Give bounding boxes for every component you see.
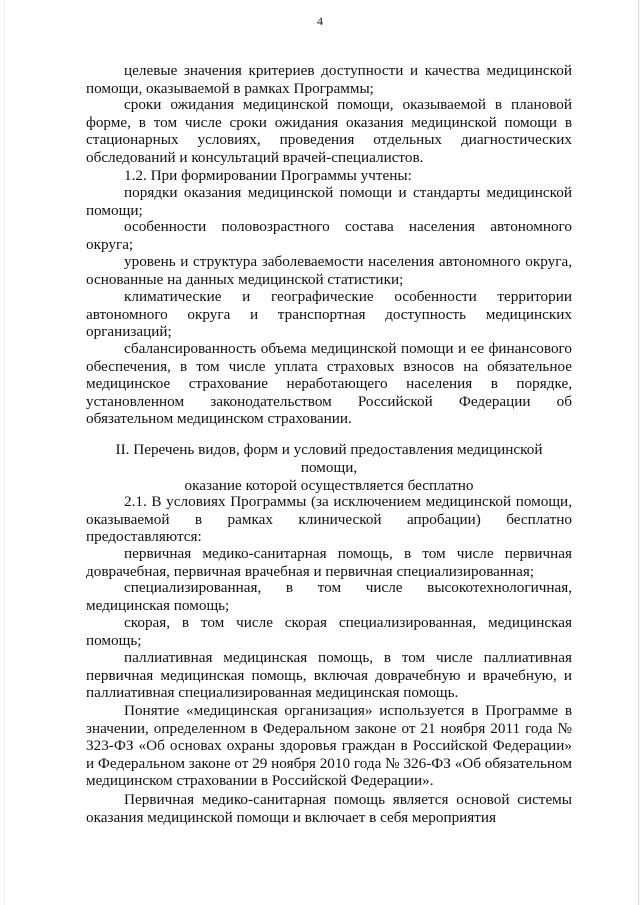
paragraph: порядки оказания медицинской помощи и стандарты медицинской помощи; bbox=[86, 184, 572, 219]
paragraph: уровень и структура заболеваемости населения автономного округа, основанные на данных медицинской статистики; bbox=[86, 253, 572, 288]
paragraph: 2.1. В условиях Программы (за исключением медицинской помощи, оказываемой в рамках клинической апробации) бесплатно предоставляются: bbox=[86, 493, 572, 546]
paragraph: климатические и географические особенности территории автономного округа и транспортная доступность медицинских организаций; bbox=[86, 288, 572, 341]
paragraph: специализированная, в том числе высокотехнологичная, медицинская помощь; bbox=[86, 579, 572, 614]
paragraph: особенности половозрастного состава населения автономного округа; bbox=[86, 218, 572, 253]
page-number: 4 bbox=[317, 14, 323, 28]
paragraph: первичная медико-санитарная помощь, в том числе первичная доврачебная, первичная врачебная и первичная специализированная; bbox=[86, 545, 572, 580]
paragraph: скорая, в том числе скорая специализированная, медицинская помощь; bbox=[86, 614, 572, 649]
scan-edge-left bbox=[4, 0, 5, 905]
paragraph: 1.2. При формировании Программы учтены: bbox=[124, 167, 412, 184]
paragraph: Первичная медико-санитарная помощь является основой системы оказания медицинской помощи и включает в себя мероприятия bbox=[86, 791, 572, 826]
paragraph: целевые значения критериев доступности и качества медицинской помощи, оказываемой в рамках Программы; bbox=[86, 62, 572, 97]
paragraph: сбалансированность объема медицинской помощи и ее финансового обеспечения, в том числе уплата страховых взносов на обязательное медицинское страхование неработающего населения в порядке, установленном законодательством Российской Федерации об обязательном медицинском страховании. bbox=[86, 340, 572, 428]
scan-edge-right bbox=[638, 0, 639, 905]
section-heading-line-1: II. Перечень видов, форм и условий предоставления медицинской помощи, bbox=[115, 441, 543, 476]
paragraph: паллиативная медицинская помощь, в том числе паллиативная первичная медицинская помощь, включая доврачебную и врачебную, и паллиативная специализированная медицинская помощь. bbox=[86, 649, 572, 702]
paragraph: сроки ожидания медицинской помощи, оказываемой в плановой форме, в том числе сроки ожидания оказания медицинской помощи в стационарных условиях, проведения отдельных диагностических обследований и консультаций врачей-специалистов. bbox=[86, 96, 572, 166]
section-heading-line-2: оказание которой осуществляется бесплатно bbox=[184, 477, 474, 494]
paragraph: Понятие «медицинская организация» используется в Программе в значении, определенном в Федеральном законе от 21 ноября 2011 года № 323-ФЗ «Об основах охраны здоровья граждан в Российской Федерации» и Федеральном законе от 29 ноября 2010 года № 326-ФЗ «Об обязательном медицинском страховании в Российской Федерации». bbox=[86, 702, 572, 790]
section-heading bbox=[86, 441, 572, 495]
